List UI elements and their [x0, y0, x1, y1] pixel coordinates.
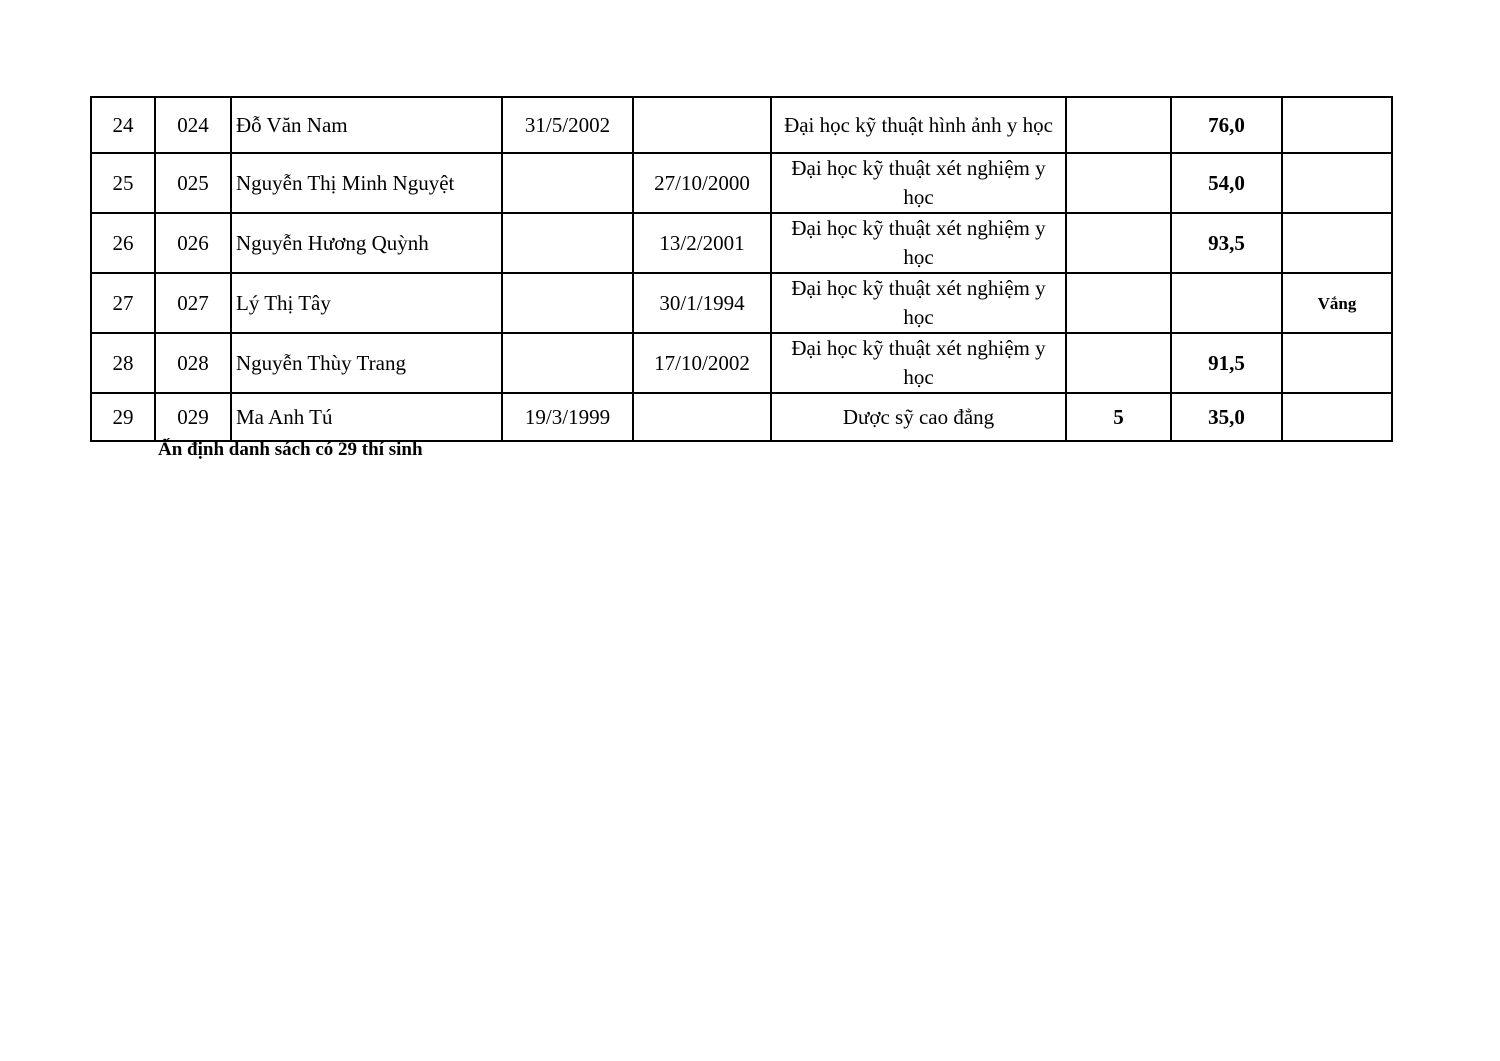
cell-dob-male: 19/3/1999 [502, 393, 633, 441]
cell-sbd: 024 [155, 97, 231, 153]
cell-extra [1066, 333, 1171, 393]
cell-dob-male [502, 333, 633, 393]
cell-stt: 24 [91, 97, 155, 153]
cell-stt: 26 [91, 213, 155, 273]
table-row [91, 97, 1392, 153]
cell-extra: 5 [1066, 393, 1171, 441]
table-row [91, 333, 1392, 393]
cell-score: 76,0 [1171, 97, 1282, 153]
cell-stt: 28 [91, 333, 155, 393]
candidate-table [90, 96, 1393, 442]
cell-score: 35,0 [1171, 393, 1282, 441]
cell-major: Dược sỹ cao đẳng [771, 393, 1066, 441]
cell-dob-female [633, 97, 771, 153]
cell-sbd: 029 [155, 393, 231, 441]
cell-score: 93,5 [1171, 213, 1282, 273]
cell-extra [1066, 273, 1171, 333]
table-row [91, 273, 1392, 333]
cell-stt: 29 [91, 393, 155, 441]
cell-major: Đại học kỹ thuật xét nghiệm y học [771, 273, 1066, 333]
cell-extra [1066, 213, 1171, 273]
cell-dob-female: 13/2/2001 [633, 213, 771, 273]
cell-stt: 25 [91, 153, 155, 213]
cell-name: Nguyễn Thùy Trang [231, 333, 502, 393]
table-row [91, 393, 1392, 441]
cell-stt: 27 [91, 273, 155, 333]
table-row [91, 153, 1392, 213]
cell-note: Vắng [1282, 273, 1392, 333]
cell-score: 54,0 [1171, 153, 1282, 213]
cell-name: Lý Thị Tây [231, 273, 502, 333]
cell-dob-male [502, 213, 633, 273]
cell-major: Đại học kỹ thuật hình ảnh y học [771, 97, 1066, 153]
cell-extra [1066, 153, 1171, 213]
cell-major: Đại học kỹ thuật xét nghiệm y học [771, 213, 1066, 273]
cell-name: Nguyễn Hương Quỳnh [231, 213, 502, 273]
table-row [91, 213, 1392, 273]
cell-dob-female: 30/1/1994 [633, 273, 771, 333]
cell-extra [1066, 97, 1171, 153]
cell-major: Đại học kỹ thuật xét nghiệm y học [771, 333, 1066, 393]
cell-note [1282, 213, 1392, 273]
cell-note [1282, 333, 1392, 393]
cell-score [1171, 273, 1282, 333]
cell-dob-female [633, 393, 771, 441]
cell-note [1282, 153, 1392, 213]
cell-dob-female: 27/10/2000 [633, 153, 771, 213]
cell-sbd: 028 [155, 333, 231, 393]
cell-name: Nguyễn Thị Minh Nguyệt [231, 153, 502, 213]
cell-sbd: 026 [155, 213, 231, 273]
cell-sbd: 027 [155, 273, 231, 333]
cell-dob-female: 17/10/2002 [633, 333, 771, 393]
cell-name: Ma Anh Tú [231, 393, 502, 441]
footer-note: Ấn định danh sách có 29 thí sinh [158, 439, 423, 460]
cell-dob-male: 31/5/2002 [502, 97, 633, 153]
cell-sbd: 025 [155, 153, 231, 213]
cell-dob-male [502, 153, 633, 213]
cell-dob-male [502, 273, 633, 333]
cell-note [1282, 393, 1392, 441]
cell-major: Đại học kỹ thuật xét nghiệm y học [771, 153, 1066, 213]
cell-note [1282, 97, 1392, 153]
cell-name: Đỗ Văn Nam [231, 97, 502, 153]
cell-score: 91,5 [1171, 333, 1282, 393]
